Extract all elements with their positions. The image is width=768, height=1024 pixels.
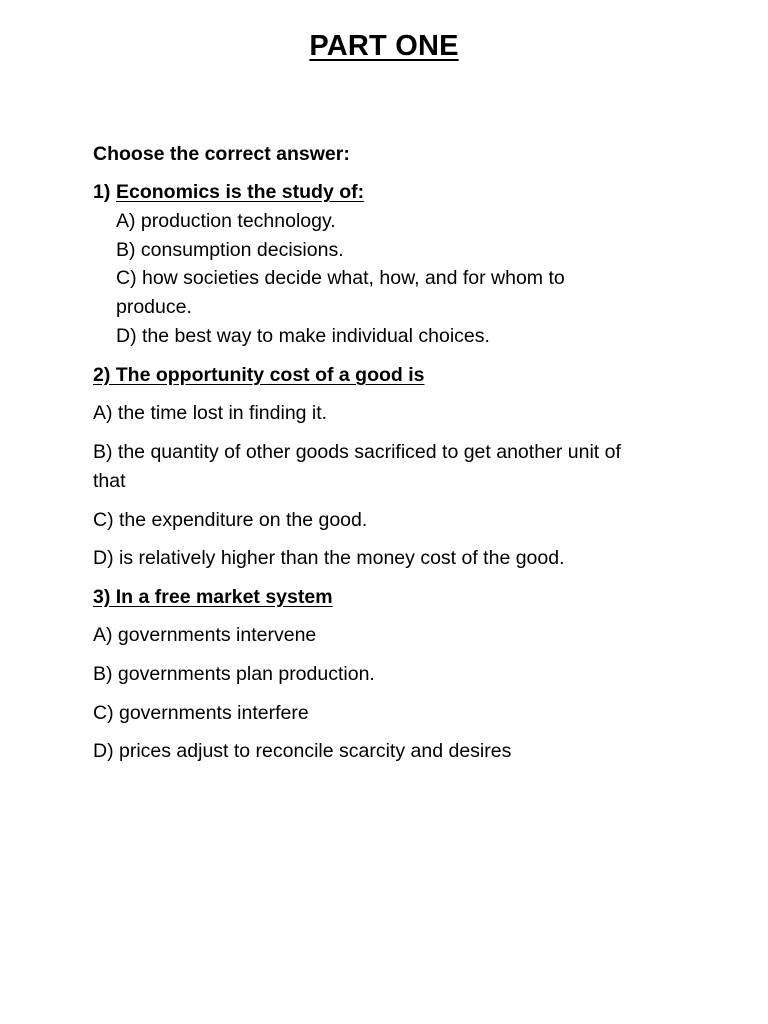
question-1-number: 1) bbox=[93, 181, 111, 203]
q3-option-c: C) governments interfere bbox=[93, 702, 309, 724]
q2-option-c: C) the expenditure on the good. bbox=[93, 509, 368, 531]
q1-option-d: D) the best way to make individual choices. bbox=[116, 325, 490, 347]
q1-option-c-line2: produce. bbox=[116, 296, 192, 318]
question-2: 2) The opportunity cost of a good is bbox=[93, 364, 425, 386]
q3-option-d: D) prices adjust to reconcile scarcity and desires bbox=[93, 740, 512, 762]
q2-option-a: A) the time lost in finding it. bbox=[93, 402, 328, 424]
q1-option-c-line1: C) how societies decide what, how, and for whom to bbox=[116, 267, 565, 289]
question-3: 3) In a free market system bbox=[93, 586, 333, 608]
q1-option-a: A) production technology. bbox=[116, 210, 336, 232]
q2-option-d: D) is relatively higher than the money cost of the good. bbox=[93, 547, 565, 569]
page-title: PART ONE bbox=[309, 30, 459, 62]
q2-option-b-line2: that bbox=[93, 470, 126, 492]
q1-option-b: B) consumption decisions. bbox=[116, 239, 344, 261]
instruction-text: Choose the correct answer: bbox=[93, 143, 350, 165]
q3-option-a: A) governments intervene bbox=[93, 624, 317, 646]
q3-option-b: B) governments plan production. bbox=[93, 663, 375, 685]
question-1-text: Economics is the study of: bbox=[116, 181, 365, 203]
q2-option-b-line1: B) the quantity of other goods sacrificed to get another unit of bbox=[93, 441, 621, 463]
question-1 bbox=[93, 178, 364, 206]
